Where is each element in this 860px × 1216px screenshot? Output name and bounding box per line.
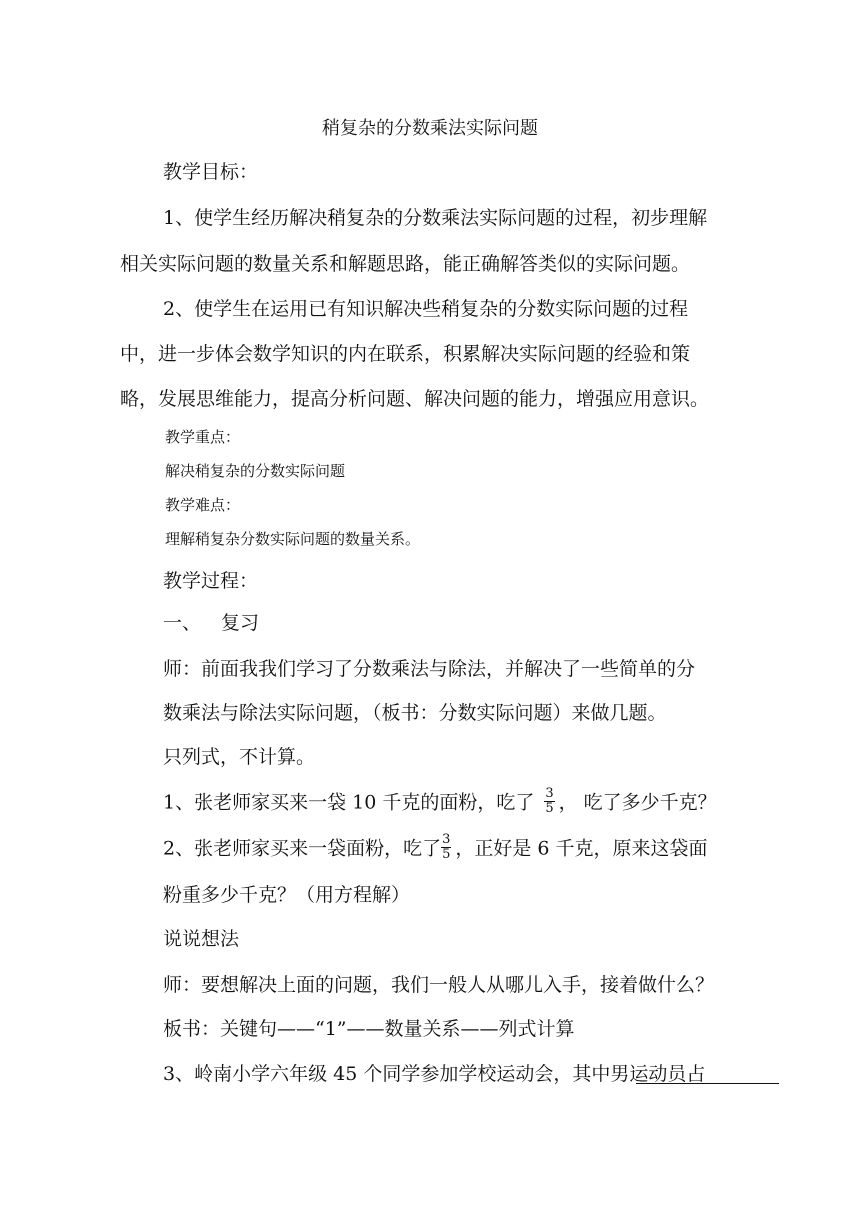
answer-blank-underline xyxy=(636,1083,779,1084)
section-1-title: 复习 xyxy=(221,612,260,634)
question-1-text-after: ， 吃了多少千克？ xyxy=(558,791,717,814)
fraction-numerator: 3 xyxy=(545,786,554,801)
teacher-remark-1-line-1: 师：前面我我们学习了分数乘法与除法，并解决了一些简单的分 xyxy=(163,658,696,680)
page-title: 稍复杂的分数乘法实际问题 xyxy=(322,118,538,139)
question-2-text-before: 2、张老师家买来一袋面粉，吃了 xyxy=(163,837,442,860)
instruction-text: 只列式，不计算。 xyxy=(163,746,316,768)
question-1 xyxy=(163,786,717,818)
question-2-text-after: ，正好是 6 千克，原来这袋面 xyxy=(455,837,708,860)
fraction-denominator: 5 xyxy=(442,847,451,862)
question-2-line-1 xyxy=(163,832,708,864)
objective-2-line-2: 中，进一步体会数学知识的内在联系，积累解决实际问题的经验和策 xyxy=(120,343,691,365)
objective-1-line-1: 1、使学生经历解决稍复杂的分数乘法实际问题的过程，初步理解 xyxy=(163,207,708,229)
question-3: 3、岭南小学六年级 45 个同学参加学校运动会，其中男运动员占 xyxy=(163,1063,706,1085)
board-writing: 板书：关键句——“1”——数量关系——列式计算 xyxy=(163,1018,575,1040)
process-heading: 教学过程： xyxy=(163,570,259,592)
key-point-text: 解决稍复杂的分数实际问题 xyxy=(165,462,346,480)
discussion-prompt: 说说想法 xyxy=(163,928,240,950)
objectives-heading: 教学目标： xyxy=(163,161,259,183)
objective-2-line-3: 略，发展思维能力，提高分析问题、解决问题的能力，增强应用意识。 xyxy=(120,388,710,410)
teacher-remark-2: 师：要想解决上面的问题，我们一般人从哪儿入手，接着做什么？ xyxy=(163,974,715,996)
difficulty-text: 理解稍复杂分数实际问题的数量关系。 xyxy=(165,530,421,548)
fraction-three-fifths xyxy=(441,833,451,862)
teacher-remark-1-line-2: 数乘法与除法实际问题，（板书：分数实际问题）来做几题。 xyxy=(163,702,667,724)
fraction-three-fifths xyxy=(544,787,554,816)
objective-1-line-2: 相关实际问题的数量关系和解题思路，能正确解答类似的实际问题。 xyxy=(120,253,691,275)
difficulty-heading: 教学难点： xyxy=(165,496,241,514)
fraction-numerator: 3 xyxy=(442,832,451,847)
key-point-heading: 教学重点： xyxy=(165,428,241,446)
fraction-denominator: 5 xyxy=(545,801,554,816)
objective-2-line-1: 2、使学生在运用已有知识解决些稍复杂的分数实际问题的过程 xyxy=(163,298,689,320)
section-1-number: 一、 xyxy=(163,612,202,634)
question-1-text-before: 1、张老师家买来一袋 10 千克的面粉，吃了 xyxy=(163,791,535,814)
question-2-line-2: 粉重多少千克？（用方程解） xyxy=(163,884,411,906)
